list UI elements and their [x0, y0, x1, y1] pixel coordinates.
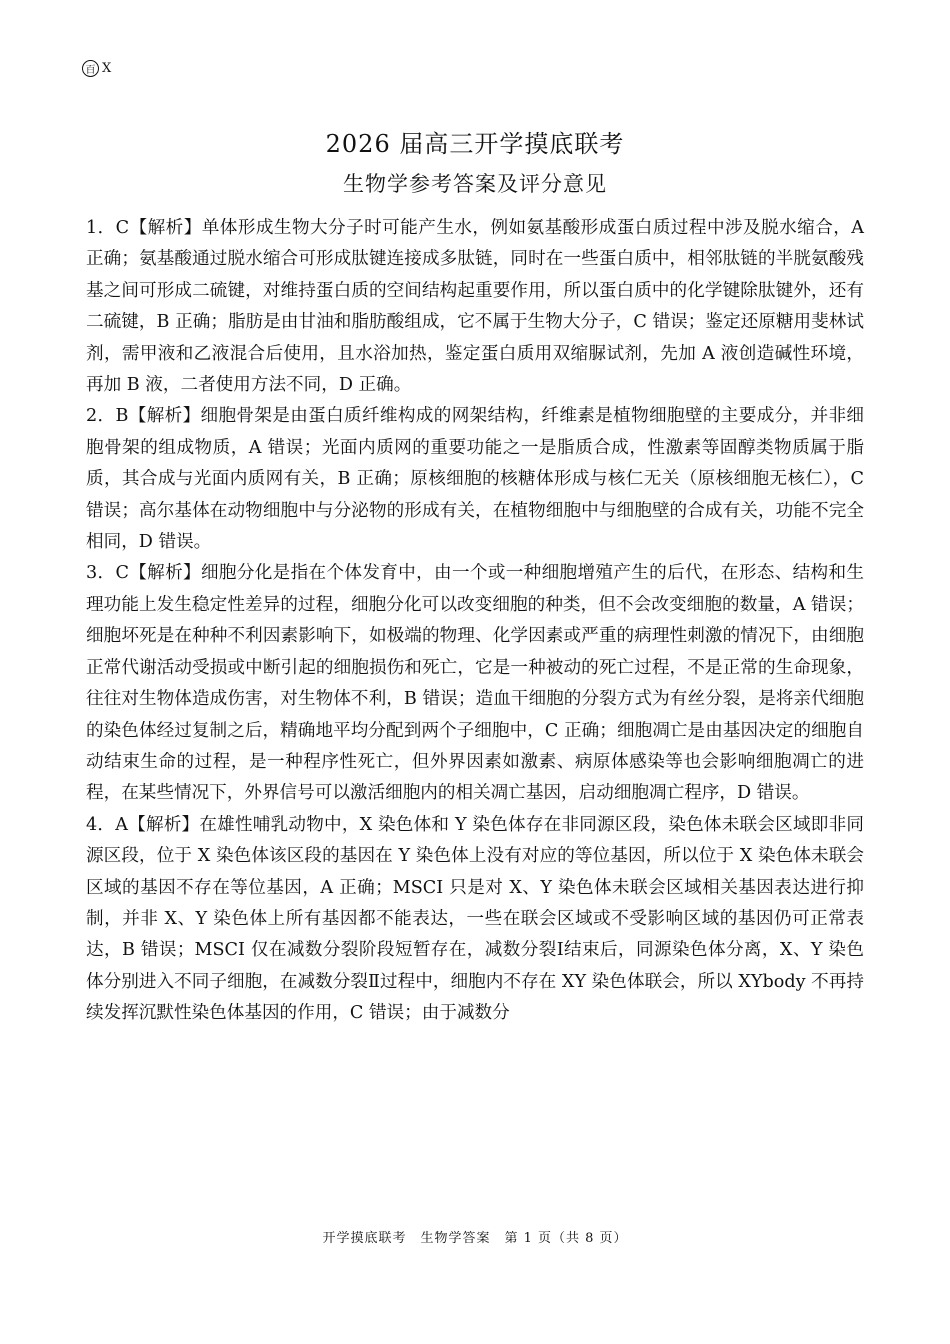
- answer-item: 1．C【解析】单体形成生物大分子时可能产生水，例如氨基酸形成蛋白质过程中涉及脱水缩合，A 正确；氨基酸通过脱水缩合可形成肽键连接成多肽链，同时在一些蛋白质中，相邻肽链的半胱氨酸残基之间可形成二硫键，对维持蛋白质的空间结构起重要作用，所以蛋白质中的化学键除肽键外，还有二硫键，B 正确；脂肪是由甘油和脂肪酸组成，它不属于生物大分子，C 错误；鉴定还原糖用斐林试剂，需甲液和乙液混合后使用，且水浴加热，鉴定蛋白质用双缩脲试剂，先加 A 液创造碱性环境，再加 B 液，二者使用方法不同，D 正确。: [86, 218, 864, 396]
- page-subtitle: 生物学参考答案及评分意见: [343, 172, 607, 196]
- answer-list: [86, 213, 864, 1030]
- page-title: 2026 届高三开学摸底联考: [325, 130, 625, 158]
- circle-glyph-icon: 百: [82, 60, 99, 77]
- corner-mark-suffix: X: [102, 61, 112, 76]
- answer-item: 3．C【解析】细胞分化是指在个体发育中，由一个或一种细胞增殖产生的后代，在形态、结构和生理功能上发生稳定性差异的过程，细胞分化可以改变细胞的种类，但不会改变细胞的数量，A 错误；细胞坏死是在种种不利因素影响下，如极端的物理、化学因素或严重的病理性刺激的情况下，由细胞正常代谢活动受损或中断引起的细胞损伤和死亡，它是一种被动的死亡过程，不是正常的生命现象，往往对生物体造成伤害，对生物体不利，B 错误；造血干细胞的分裂方式为有丝分裂，是将亲代细胞的染色体经过复制之后，精确地平均分配到两个子细胞中，C 正确；细胞凋亡是由基因决定的细胞自动结束生命的过程，是一种程序性死亡，但外界因素如激素、病原体感染等也会影响细胞凋亡的进程，在某些情况下，外界信号可以激活细胞内的相关凋亡基因，启动细胞凋亡程序，D 错误。: [86, 563, 864, 804]
- answer-item: 4．A【解析】在雄性哺乳动物中，X 染色体和 Y 染色体存在非同源区段，染色体未联会区域即非同源区段，位于 X 染色体该区段的基因在 Y 染色体上没有对应的等位基因，所以位于 X 染色体未联会区域的基因不存在等位基因，A 正确；MSCI 只是对 X、Y 染色体未联会区域相关基因表达进行抑制，并非 X、Y 染色体上所有基因都不能表达，一些在联会区域或不受影响区域的基因仍可正常表达，B 错误；MSCI 仅在减数分裂阶段短暂存在，减数分裂Ⅰ结束后，同源染色体分离，X、Y 染色体分别进入不同子细胞，在减数分裂Ⅱ过程中，细胞内不存在 XY 染色体联会，所以 XYbody 不再持续发挥沉默性染色体基因的作用，C 错误；由于减数分: [86, 814, 864, 1024]
- corner-mark: [82, 60, 111, 77]
- answer-item: 2．B【解析】细胞骨架是由蛋白质纤维构成的网架结构，纤维素是植物细胞壁的主要成分，并非细胞骨架的组成物质，A 错误；光面内质网的重要功能之一是脂质合成，性激素等固醇类物质属于脂质，其合成与光面内质网有关，B 正确；原核细胞的核糖体形成与核仁无关（原核细胞无核仁），C 错误；高尔基体在动物细胞中与分泌物的形成有关，在植物细胞中与细胞壁的合成有关，功能不完全相同，D 错误。: [86, 406, 864, 553]
- page-footer: 开学摸底联考 生物学答案 第 1 页（共 8 页）: [322, 1231, 628, 1246]
